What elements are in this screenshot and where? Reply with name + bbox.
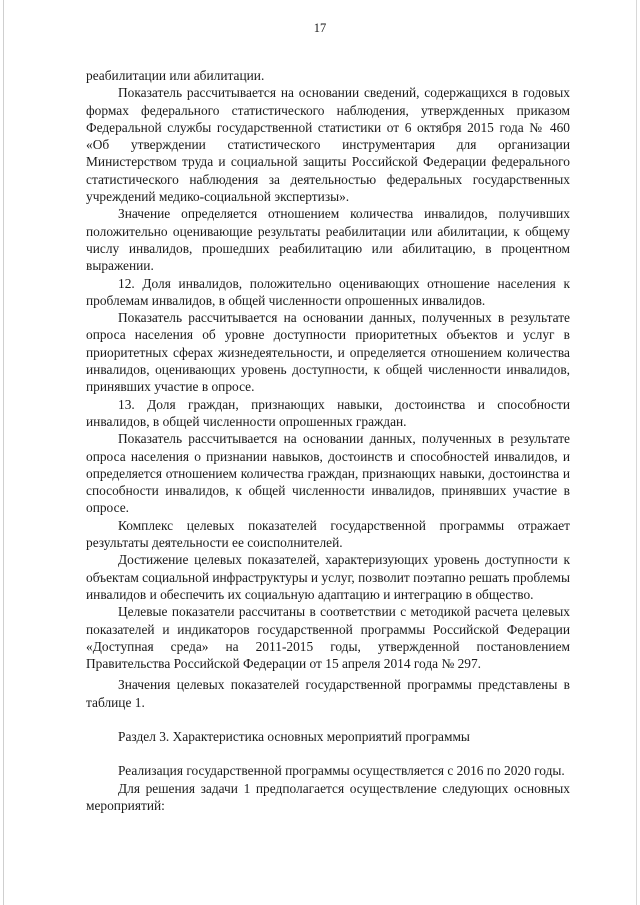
paragraph: Показатель рассчитывается на основании сведений, содержащихся в годовых формах федерального статистического наблюдения, утвержденных приказом Федеральной службы государственной статистики от 6 октября 2015 года № 460 «Об утверждении статистического инструментария для организации Министерством труда и социальной защиты Российской Федерации федерального статистического наблюдения за деятельностью федеральных государственных учреждений медико-социальной экспертизы».	[86, 85, 570, 205]
paragraph: Реализация государственной программы осуществляется с 2016 по 2020 годы.	[118, 763, 565, 779]
paragraph: Показатель рассчитывается на основании данных, полученных в результате опроса населения об уровне доступности приоритетных объектов и услуг в приоритетных сферах жизнедеятельности, и определяется отношением количества инвалидов, оценивающих уровень доступности, к общей численности инвалидов, принявших участие в опросе.	[86, 310, 570, 395]
page-number: 17	[313, 21, 327, 35]
paragraph: 12. Доля инвалидов, положительно оценивающих отношение населения к проблемам инвалидов, в общей численности опрошенных инвалидов.	[86, 275, 570, 308]
paragraph: Значение определяется отношением количества инвалидов, получивших положительно оценивающие результаты реабилитации или абилитации, к общему числу инвалидов, прошедших реабилитацию или абилитацию, в процентном выражении.	[86, 206, 570, 274]
paragraph: Для решения задачи 1 предполагается осуществление следующих основных мероприятий:	[86, 780, 570, 813]
paragraph: Комплекс целевых показателей государственной программы отражает результаты деятельности ее соисполнителей.	[86, 517, 570, 551]
paragraph: Достижение целевых показателей, характеризующих уровень доступности к объектам социальной инфраструктуры и услуг, позволит поэтапно решать проблемы инвалидов и обеспечить их социальную адаптацию и интеграцию в общество.	[86, 552, 570, 602]
scan-edge-right	[636, 0, 637, 905]
paragraph: Значения целевых показателей государственной программы представлены в таблице 1.	[86, 677, 570, 710]
scan-edge-left	[3, 0, 4, 905]
paragraph: реабилитации или абилитации.	[86, 68, 265, 83]
paragraph: Показатель рассчитывается на основании данных, полученных в результате опроса населения о признании навыков, достоинств и способностей инвалидов, и определяется отношением количества граждан, признающих навыки, достоинства и способности инвалидов, к общей численности инвалидов, принявших участие в опросе.	[86, 431, 570, 516]
section-title: Раздел 3. Характеристика основных мероприятий программы	[118, 728, 470, 744]
paragraph: 13. Доля граждан, признающих навыки, достоинства и способности инвалидов, в общей численности опрошенных граждан.	[86, 396, 570, 429]
paragraph: Целевые показатели рассчитаны в соответствии с методикой расчета целевых показателей и индикаторов государственной программы Российской Федерации «Доступная среда» на 2011-2015 годы, утвержденной постановлением Правительства Российской Федерации от 15 апреля 2014 года № 297.	[86, 604, 570, 672]
body-text	[86, 67, 570, 814]
